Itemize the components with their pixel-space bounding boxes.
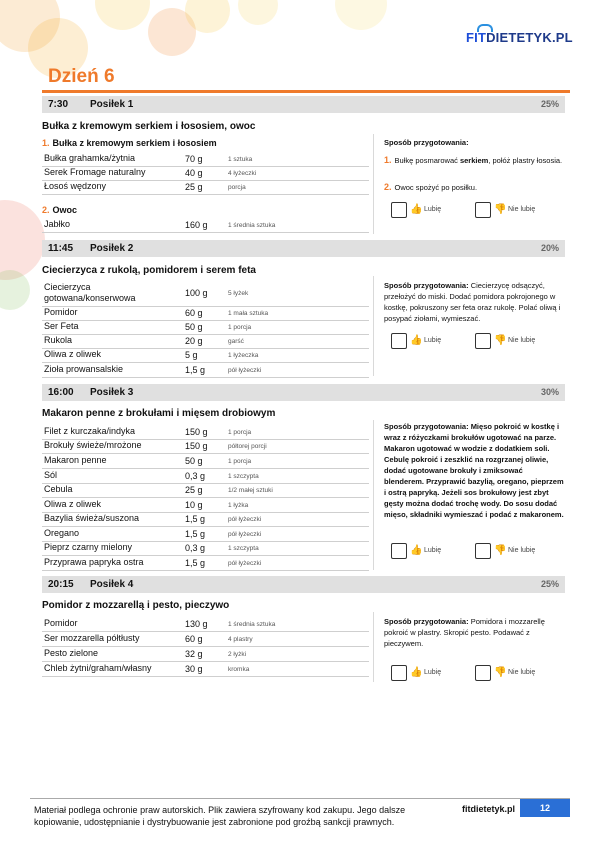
thumbs-down-icon: 👎 (494, 667, 507, 678)
ingredient-row: Rukola 20 g garść (42, 334, 369, 349)
fruit-decoration (0, 270, 30, 310)
title-divider (42, 90, 570, 93)
ingredient-row: Ciecierzyca gotowana/konserwowa 100 g 5 łyżek (42, 281, 369, 307)
fruit-decoration (238, 0, 278, 25)
dislike-checkbox[interactable] (475, 202, 491, 218)
meal-header (42, 384, 565, 401)
like-label: Lubię (424, 337, 442, 344)
meal-percent: 25% (540, 579, 559, 589)
ingredient-row: Oregano 1,5 g pół łyżeczki (42, 526, 369, 542)
ingredient-row: Sól 0,3 g 1 szczypta (42, 468, 369, 484)
meal-header (42, 96, 565, 113)
meal-percent: 30% (540, 387, 559, 397)
subsection-title: 1. Bułka z kremowym serkiem i łososiem (42, 138, 217, 148)
thumbs-down-icon: 👎 (494, 545, 507, 556)
fruit-decoration (0, 200, 45, 280)
meal-percent: 20% (540, 243, 559, 253)
preparation-label: Sposób przygotowania: (384, 138, 469, 147)
meal-name: Posiłek 3 (90, 387, 134, 398)
thumbs-up-icon: 👍 (410, 667, 423, 678)
like-checkbox[interactable] (391, 543, 407, 559)
thumbs-up-icon: 👍 (410, 204, 423, 215)
meal-percent: 25% (540, 99, 559, 109)
copyright-notice: Materiał podlega ochronie praw autorskich. Plik zawiera szyfrowany kod zakupu. Jego dalsze kopiowanie, udostępnianie i dystrybuowanie jest zabronione pod groźbą sankcji prawnych. (34, 805, 406, 827)
ingredient-row: Oliwa z oliwek 5 g 1 łyżeczka (42, 348, 369, 363)
dish-title: Makaron penne z brokułami i mięsem drobiowym (42, 408, 276, 419)
page-number: 12 (520, 799, 570, 817)
dislike-checkbox[interactable] (475, 543, 491, 559)
preparation-text: Sposób przygotowania: Mięso pokroić w kostkę i wraz z różyczkami brokułów ugotować na parze. Makaron ugotować w wodzie z dodatkiem soli. Cebulę pokroić i zeszklić na rozgrzanej oliwie, dodać ugotowane brokuły i zmiksować blenderem. Przyprawić bazylią, oregano, pieprzem i ostrą papryką. Jeżeli sos brokułowy jest zbyt gęsty można dodać trochę wody. Do sosu dodać mięso, składniki wymieszać i podać z makaronem. (384, 422, 564, 519)
ingredient-row: Serek Fromage naturalny 40 g 4 łyżeczki (42, 166, 369, 181)
footer-divider (30, 798, 570, 799)
like-label: Lubię (424, 206, 442, 213)
thumbs-up-icon: 👍 (410, 335, 423, 346)
preparation-text: Sposób przygotowania: Ciecierzycę odsączyć, przełożyć do miski. Dodać pomidora pokrojonego w kostkę, pokruszony ser feta oraz rukolę. Polać oliwą i posypać ziołami, wymieszać. (384, 281, 561, 323)
ingredient-row: Makaron penne 50 g 1 porcja (42, 453, 369, 469)
ingredient-row: Pomidor 60 g 1 mała sztuka (42, 306, 369, 321)
ingredient-row: Bułka grahamka/żytnia 70 g 1 sztuka (42, 150, 369, 167)
subsection-title: 2. Owoc (42, 205, 78, 215)
meal-header (42, 240, 565, 257)
dislike-label: Nie lubię (508, 206, 536, 213)
ingredient-row: Bazylia świeża/suszona 1,5 g pół łyżeczki (42, 512, 369, 527)
column-divider (373, 134, 374, 234)
dislike-label: Nie lubię (508, 337, 536, 344)
dislike-checkbox[interactable] (475, 665, 491, 681)
meal-name: Posiłek 1 (90, 99, 134, 110)
ingredient-row: Ser Feta 50 g 1 porcja (42, 320, 369, 335)
column-divider (373, 420, 374, 570)
meal-time: 16:00 (48, 387, 74, 398)
dish-title: Pomidor z mozzarellą i pesto, pieczywo (42, 600, 230, 611)
ingredient-row: Jabłko 160 g 1 średnia sztuka (42, 217, 369, 233)
like-label: Lubię (424, 547, 442, 554)
page-title: Dzień 6 (48, 66, 115, 87)
ingredient-row: Pomidor 130 g 1 średnia sztuka (42, 616, 369, 632)
like-label: Lubię (424, 669, 442, 676)
ingredient-row: Łosoś wędzony 25 g porcja (42, 180, 369, 195)
preparation-step: 1. Bułkę posmarować serkiem, połóż plastry łososia. (384, 155, 563, 165)
ingredient-row: Przyprawa papryka ostra 1,5 g pół łyżeczki (42, 555, 369, 571)
preparation-text: Sposób przygotowania: Pomidora i mozzarellę pokroić w plastry. Skropić pesto. Podawać z pieczywem. (384, 617, 545, 648)
brand-logo: FITDIETETYK.PL (466, 30, 573, 45)
footer-site-link[interactable]: fitdietetyk.pl (462, 804, 516, 814)
meal-header (42, 576, 565, 593)
column-divider (373, 612, 374, 682)
meal-name: Posiłek 2 (90, 243, 134, 254)
fruit-decoration (335, 0, 387, 30)
meal-name: Posiłek 4 (90, 579, 134, 590)
fruit-decoration (95, 0, 150, 30)
meal-time: 11:45 (48, 243, 74, 254)
ingredient-row: Filet z kurczaka/indyka 150 g 1 porcja (42, 424, 369, 440)
ingredient-row: Pieprz czarny mielony 0,3 g 1 szczypta (42, 541, 369, 556)
dislike-label: Nie lubię (508, 669, 536, 676)
like-checkbox[interactable] (391, 202, 407, 218)
meal-time: 20:15 (48, 579, 74, 590)
meal-time: 7:30 (48, 99, 69, 110)
dish-title: Bułka z kremowym serkiem i łososiem, owoc (42, 121, 256, 132)
column-divider (373, 276, 374, 376)
thumbs-up-icon: 👍 (410, 545, 423, 556)
like-checkbox[interactable] (391, 665, 407, 681)
preparation-step: 2. Owoc spożyć po posiłku. (384, 182, 478, 192)
like-checkbox[interactable] (391, 333, 407, 349)
ingredient-row: Pesto zielone 32 g 2 łyżki (42, 646, 369, 662)
thumbs-down-icon: 👎 (494, 335, 507, 346)
ingredient-row: Chleb żytni/graham/własny 30 g kromka (42, 661, 369, 677)
ingredient-row: Oliwa z oliwek 10 g 1 łyżka (42, 497, 369, 513)
ingredient-row: Cebula 25 g 1/2 małej sztuki (42, 483, 369, 498)
dislike-checkbox[interactable] (475, 333, 491, 349)
ingredient-row: Brokuły świeże/mrożone 150 g półtorej porcji (42, 439, 369, 454)
dislike-label: Nie lubię (508, 547, 536, 554)
ingredient-row: Ser mozzarella półtłusty 60 g 4 plastry (42, 631, 369, 647)
ingredient-row: Zioła prowansalskie 1,5 g pół łyżeczki (42, 362, 369, 378)
dish-title: Ciecierzyca z rukolą, pomidorem i serem feta (42, 265, 256, 276)
thumbs-down-icon: 👎 (494, 204, 507, 215)
